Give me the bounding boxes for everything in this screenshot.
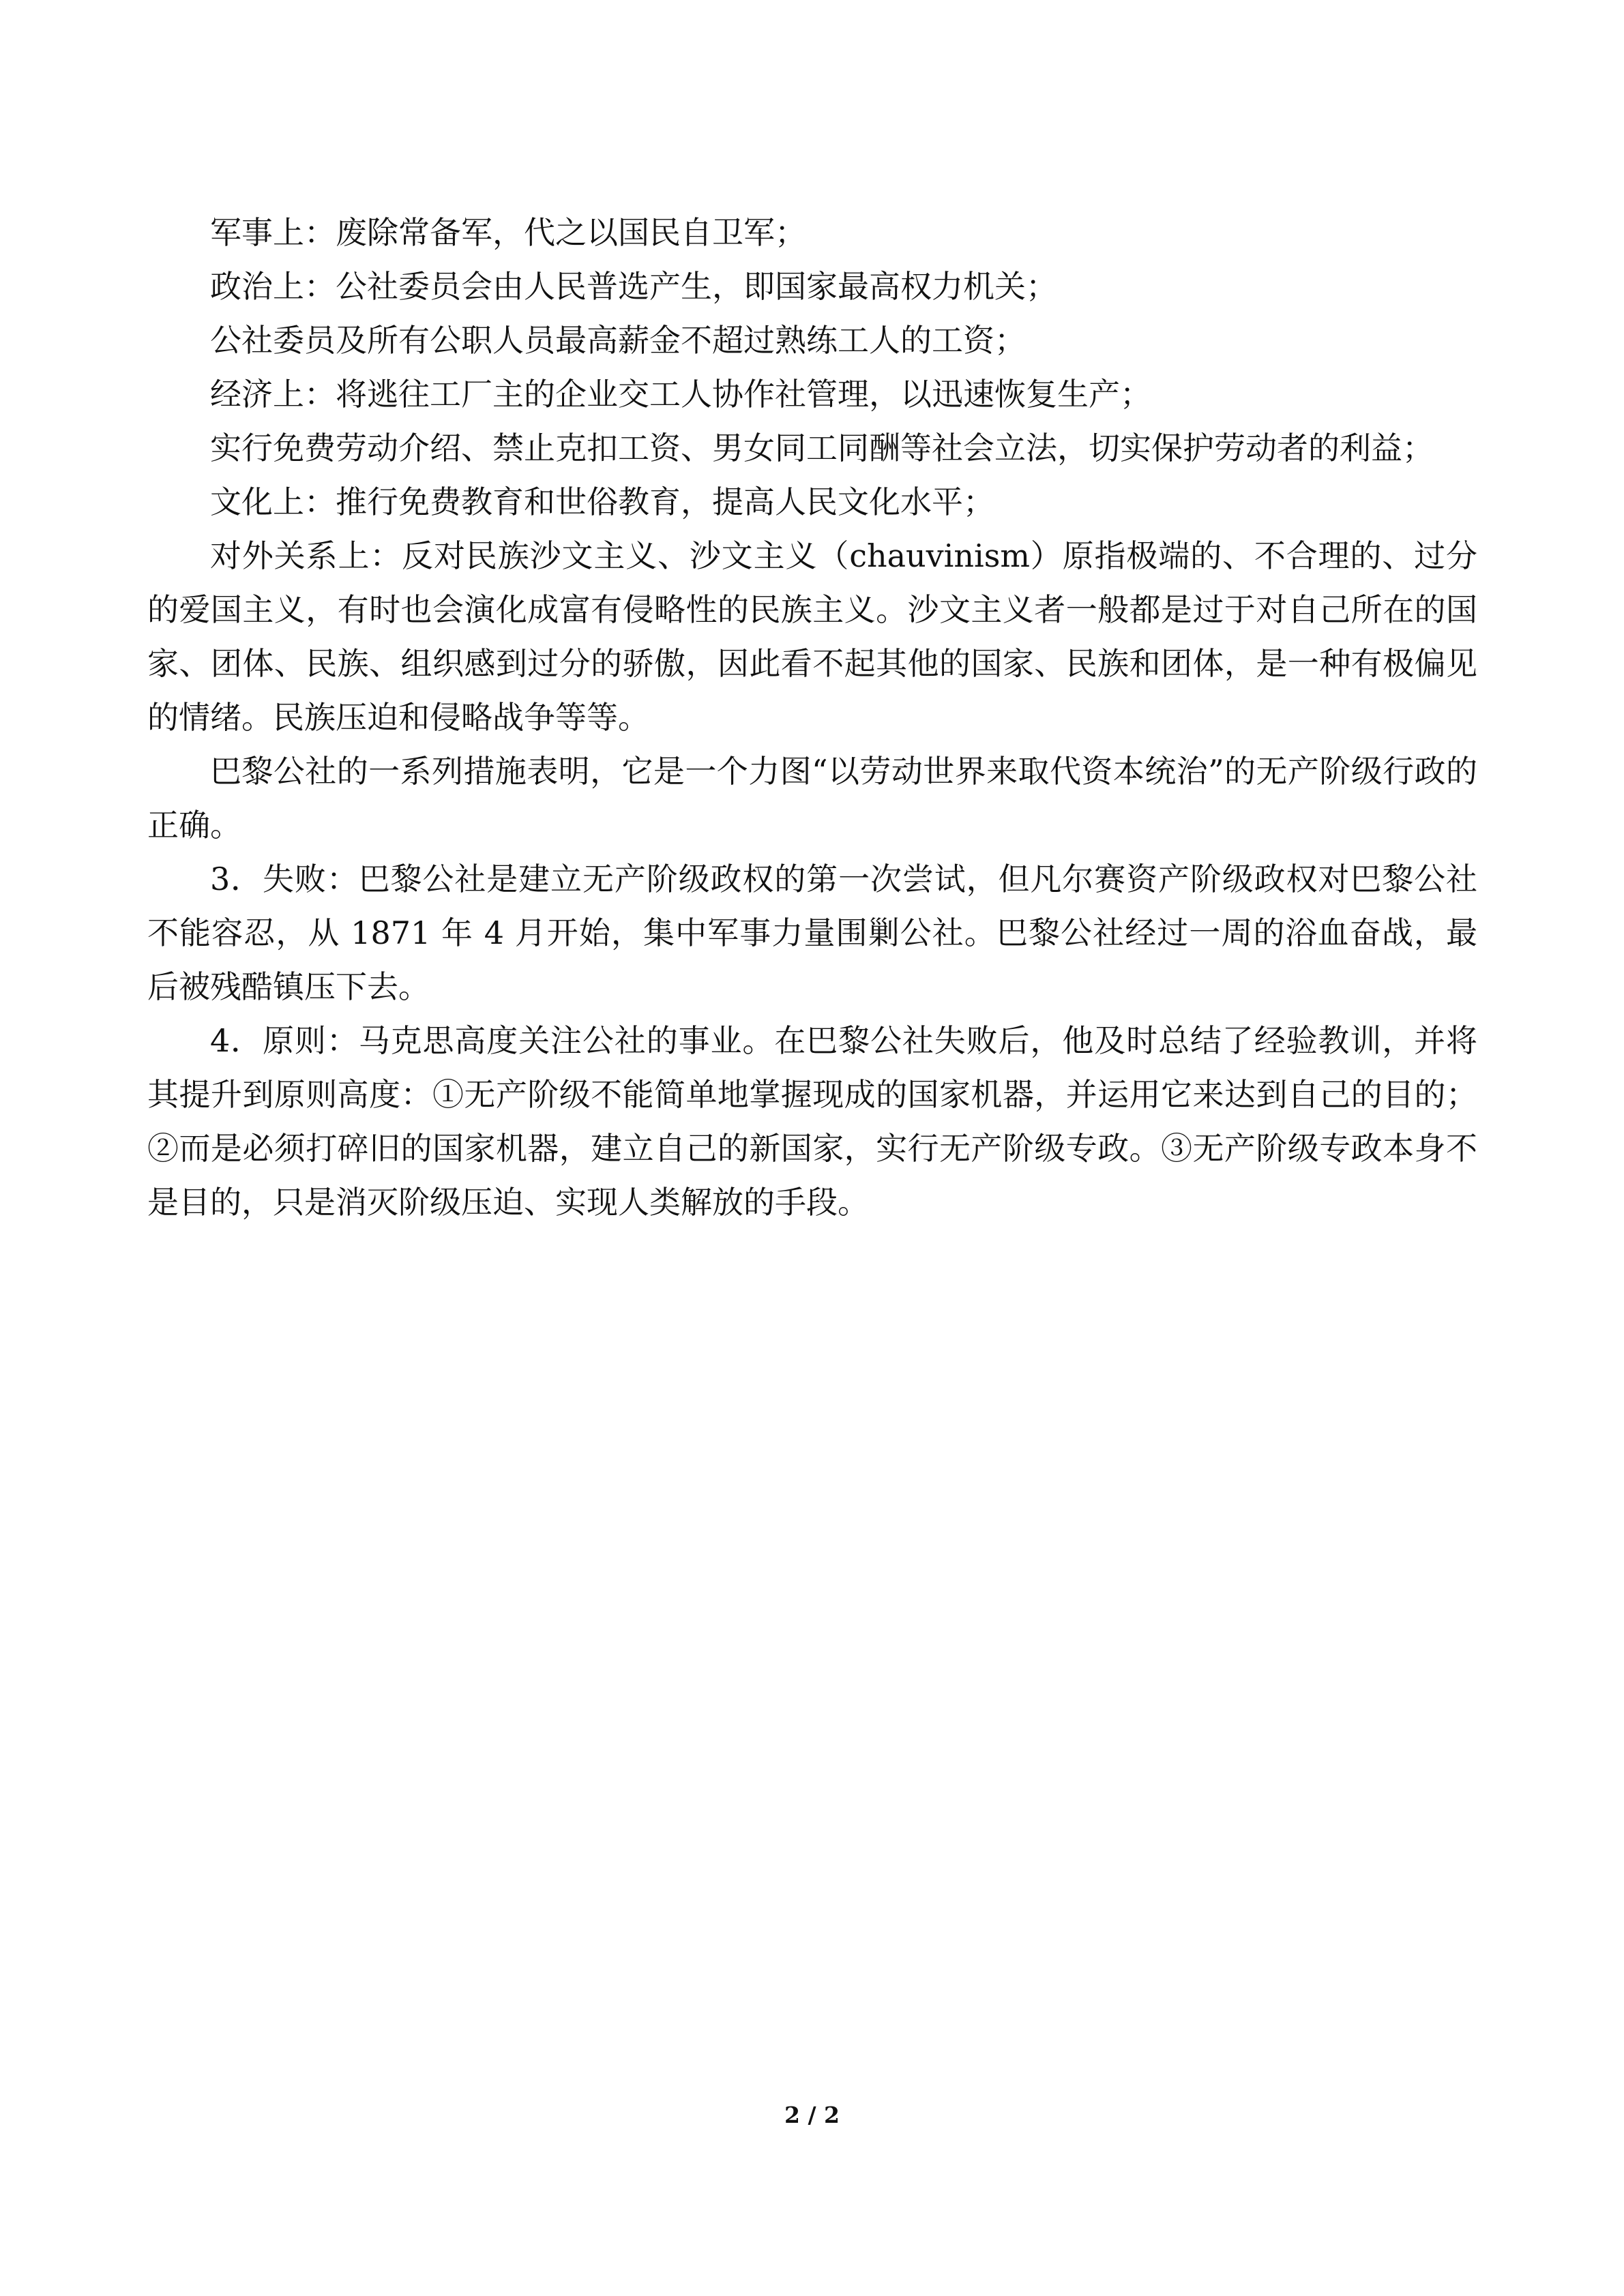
paragraph-commune-measures: 巴黎公社的一系列措施表明，它是一个力图“以劳动世界来取代资本统治”的无产阶级行政的正确。 xyxy=(147,753,1477,844)
document-body xyxy=(147,206,1477,1229)
paragraph-foreign-relations: 对外关系上：反对民族沙文主义、沙文主义（chauvinism）原指极端的、不合理的、过分的爱国主义，有时也会演化成富有侵略性的民族主义。沙文主义者一般都是过于对自己所在的国家、团体、民族、组织感到过分的骄傲，因此看不起其他的国家、民族和团体，是一种有极偏见的情绪。民族压迫和侵略战争等等。 xyxy=(147,537,1477,736)
paragraph-principles: 4．原则：马克思高度关注公社的事业。在巴黎公社失败后，他及时总结了经验教训，并将其提升到原则高度：①无产阶级不能简单地掌握现成的国家机器，并运用它来达到自己的目的；②而是必须打碎旧的国家机器，建立自己的新国家，实行无产阶级专政。③无产阶级专政本身不是目的，只是消灭阶级压迫、实现人类解放的手段。 xyxy=(147,1022,1477,1221)
paragraph-military: 军事上：废除常备军，代之以国民自卫军； xyxy=(210,214,806,251)
paragraph-politics: 政治上：公社委员会由人民普选产生，即国家最高权力机关； xyxy=(210,268,1057,305)
paragraph-salary: 公社委员及所有公职人员最高薪金不超过熟练工人的工资； xyxy=(210,322,1026,359)
paragraph-culture: 文化上：推行免费教育和世俗教育，提高人民文化水平； xyxy=(210,483,994,520)
page-number: 2 / 2 xyxy=(784,2102,840,2128)
paragraph-failure: 3．失败：巴黎公社是建立无产阶级政权的第一次尝试，但凡尔赛资产阶级政权对巴黎公社不能容忍，从 1871 年 4 月开始，集中军事力量围剿公社。巴黎公社经过一周的浴血奋战，最后被残酷镇压下去。 xyxy=(147,861,1477,1005)
paragraph-labor-legislation: 实行免费劳动介绍、禁止克扣工资、男女同工同酬等社会立法，切实保护劳动者的利益； xyxy=(210,430,1434,466)
paragraph-economy: 经济上：将逃往工厂主的企业交工人协作社管理，以迅速恢复生产； xyxy=(210,376,1151,413)
